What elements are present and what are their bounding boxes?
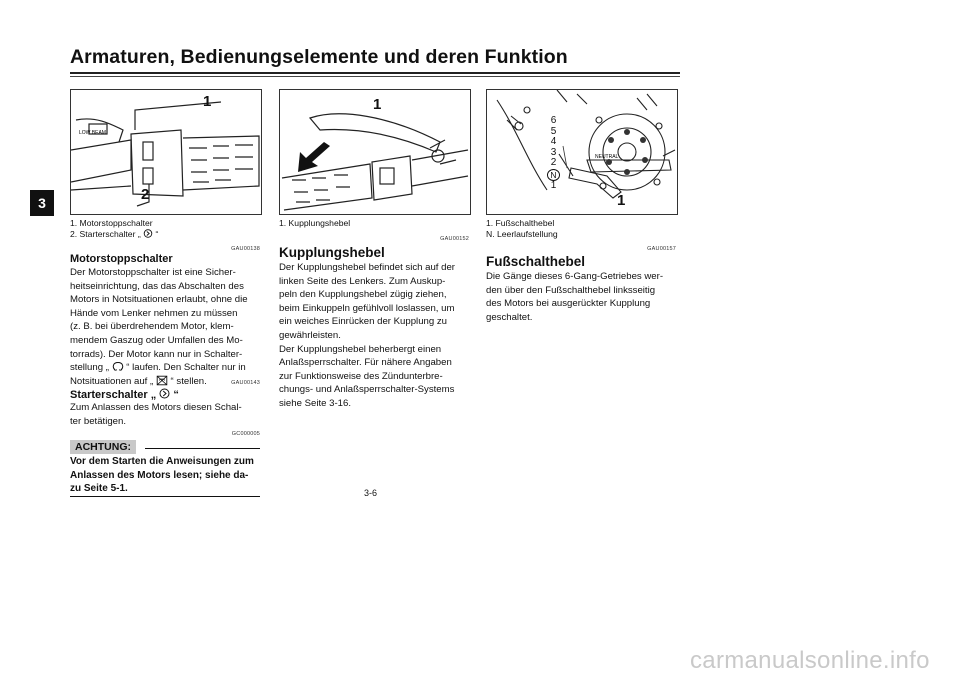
caption-line: [70, 229, 158, 240]
section-body: [486, 270, 663, 324]
gear-label: 4: [550, 136, 557, 147]
run-symbol-icon: [112, 361, 124, 372]
caption-text: “: [155, 229, 159, 239]
section-heading: Kupplungshebel: [279, 245, 385, 260]
watermark: carmanualsonline.info: [690, 647, 930, 674]
figure-callout-1: 1: [373, 96, 382, 113]
section-heading: Fußschalthebel: [486, 254, 586, 269]
document-code: GC000005: [231, 431, 260, 437]
section-heading: Motorstoppschalter: [70, 253, 173, 265]
stop-symbol-icon: [156, 375, 168, 386]
figure-handlebar-switches: [70, 89, 262, 215]
warning-line: Anlassen des Motors lesen; siehe da-: [70, 469, 249, 481]
body-text: “ laufen. Den Schalter nur in: [126, 362, 246, 374]
body-line: Zum Anlassen des Motors diesen Schal-: [70, 402, 242, 413]
figure-caption: [279, 218, 350, 229]
body-line: Motors in Notsituationen erlaubt, ohne die: [70, 294, 248, 306]
body-line: torrads). Der Motor kann nur in Schalter-: [70, 348, 243, 360]
gear-label: 6: [550, 115, 557, 126]
warning-line: Vor dem Starten die Anweisungen zum: [70, 456, 254, 467]
section-heading: [70, 388, 179, 402]
section-body: [70, 401, 242, 428]
start-symbol-icon: [159, 388, 170, 399]
body-line: Hände vom Lenker nehmen zu müssen: [70, 307, 238, 319]
body-line: peln den Kupplungshebel zügig ziehen,: [279, 289, 447, 301]
warning-text: [70, 455, 254, 496]
body-line: Anlaßsperrschalter. Für nähere Angaben: [279, 357, 452, 369]
body-line: [70, 361, 248, 375]
body-line: gewährleisten.: [279, 329, 341, 341]
body-line: Die Gänge dieses 6-Gang-Getriebes wer-: [486, 271, 664, 282]
document-code: GAU00138: [231, 246, 260, 252]
figure-caption: [486, 218, 558, 240]
start-symbol-icon: [143, 229, 153, 238]
figure-callout-1: 1: [617, 192, 626, 209]
heading-text: Starterschalter „: [70, 389, 157, 401]
body-text: stellung „: [70, 362, 109, 374]
figure-shift-pedal: [486, 89, 678, 215]
body-line: siehe Seite 3-16.: [279, 397, 351, 409]
body-line: (z. B. bei überdrehendem Motor, klem-: [70, 321, 234, 333]
body-line: linken Seite des Lenkers. Zum Auskup-: [279, 275, 446, 287]
warning-label: ACHTUNG:: [70, 440, 136, 454]
body-text: Notsituationen auf „: [70, 375, 154, 387]
body-line: Der Motorstoppschalter ist eine Sicher-: [70, 267, 236, 278]
header-rule: [70, 72, 680, 74]
figure-callout-2: 2: [141, 186, 150, 203]
warning-header: [70, 437, 260, 455]
chapter-tab: 3: [30, 190, 54, 216]
body-line: Der Kupplungshebel beherbergt einen: [279, 343, 442, 355]
body-line: Der Kupplungshebel befindet sich auf der: [279, 262, 456, 273]
caption-line: 1. Kupplungshebel: [279, 218, 351, 228]
figure-callout-1: 1: [203, 93, 212, 110]
document-code: GAU00152: [440, 236, 469, 242]
body-line: mendem Gaszug oder Umfallen des Mo-: [70, 334, 243, 346]
document-code: GAU00157: [647, 246, 676, 252]
heading-text: “: [173, 389, 179, 401]
page-number: 3-6: [364, 488, 378, 498]
gear-label: 1: [550, 179, 557, 191]
caption-line: 1. Fußschalthebel: [486, 218, 555, 228]
caption-line: N. Leerlaufstellung: [486, 229, 558, 239]
figure-caption: [70, 218, 158, 240]
gear-label: 3: [550, 146, 557, 158]
body-line: geschaltet.: [486, 311, 533, 323]
body-line: den über den Fußschalthebel linksseitig: [486, 284, 656, 296]
svg-text:NEUTRAL: NEUTRAL: [595, 154, 619, 160]
warning-rule-bottom: [70, 496, 260, 497]
gear-pattern-labels: [547, 116, 560, 191]
figure-clutch-lever: [279, 89, 471, 215]
section-body: [70, 266, 248, 388]
page-title: Armaturen, Bedienungselemente und deren Funktion: [70, 46, 568, 68]
svg-text:LOW BEAM: LOW BEAM: [79, 130, 106, 136]
body-line: heitseinrichtung, das das Abschalten des: [70, 280, 244, 292]
header-rule-thin: [70, 76, 680, 77]
body-line: chungs- und Anlaßsperrschalter-Systems: [279, 384, 455, 396]
caption-text: 2. Starterschalter „: [70, 229, 141, 239]
body-line: beim Einkuppeln gefühlvoll loslassen, um: [279, 302, 455, 314]
shift-pedal-drawing: [487, 90, 677, 214]
body-line: des Motors bei ausgerückter Kupplung: [486, 298, 651, 310]
warning-line: zu Seite 5-1.: [70, 483, 128, 494]
gear-label: 2: [550, 157, 557, 168]
document-code: GAU00143: [231, 380, 260, 386]
body-text: “ stellen.: [170, 375, 207, 387]
body-line: zur Funktionsweise des Zündunterbre-: [279, 370, 443, 382]
gear-label-neutral: N: [547, 169, 560, 181]
body-line: ein weiches Einrücken der Kupplung zu: [279, 316, 447, 328]
section-body: [279, 261, 455, 411]
body-line: ter betätigen.: [70, 415, 127, 427]
gear-label: 5: [550, 125, 557, 137]
warning-rule: [145, 448, 260, 449]
handlebar-switch-drawing: [71, 90, 261, 214]
caption-line: 1. Motorstoppschalter: [70, 218, 153, 228]
